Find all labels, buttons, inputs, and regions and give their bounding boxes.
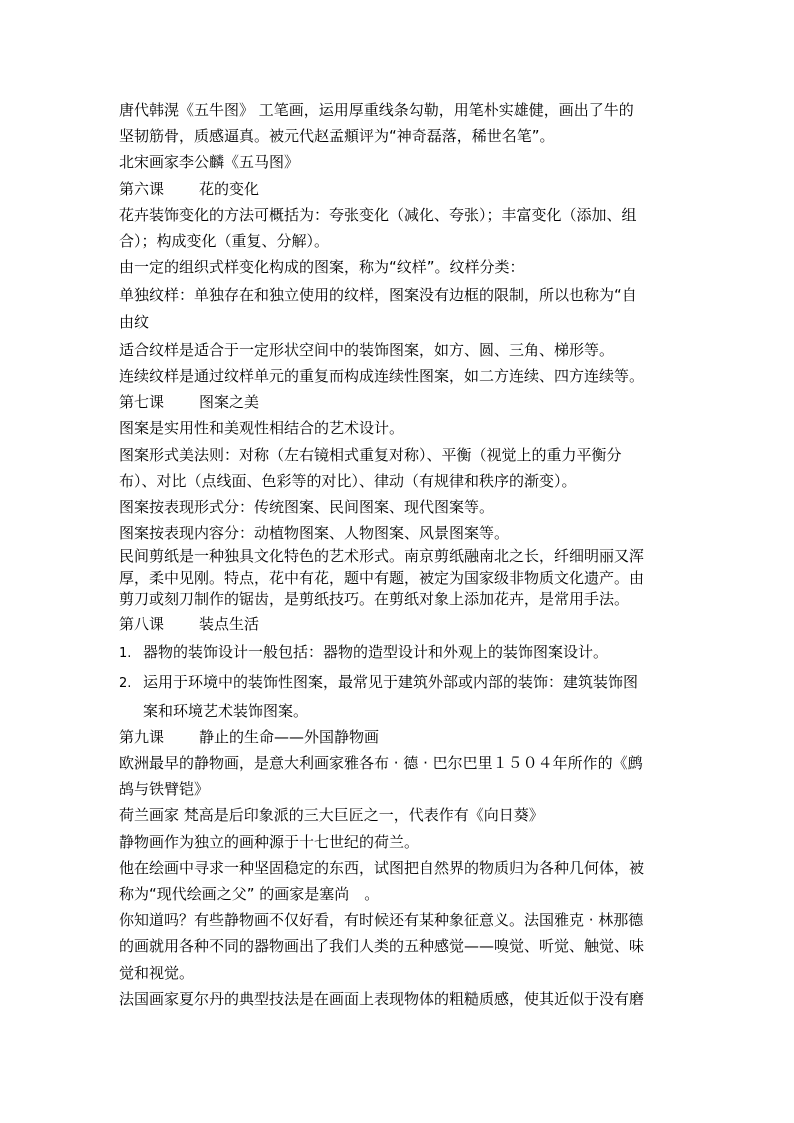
lesson-title: 图案之美 — [199, 393, 260, 412]
lesson-number: 第六课 — [119, 179, 165, 198]
list-item — [119, 639, 678, 667]
text-line: 单独纹样：单独存在和独立使用的纹样，图案没有边框的限制，所以也称为“自 — [119, 286, 637, 305]
text-line: 由一定的组织式样变化构成的图案，称为“纹样”。纹样分类： — [119, 258, 525, 277]
text-line: 北宋画家李公麟《五马图》 — [119, 153, 300, 172]
text-line: 连续纹样是通过纹样单元的重复而构成连续性图案，如二方连续、四方连续等。 — [119, 367, 645, 386]
text-line: 由纹 — [119, 312, 150, 331]
text-line: 的画就用各种不同的器物画出了我们人类的五种感觉——嗅觉、听觉、触觉、味 — [119, 937, 645, 956]
lesson-heading-eight — [119, 611, 678, 637]
text-line: 图案按表现形式分：传统图案、民间图案、现代图案等。 — [119, 498, 495, 517]
lesson-heading-seven — [119, 389, 678, 415]
text-line: 图案形式美法则：对称（左右镜相式重复对称）、平衡（视觉上的重力平衡分 — [119, 445, 622, 464]
text-line: 称为“现代绘画之父” 的画家是塞尚 。 — [119, 884, 380, 903]
text-line: 厚，柔中见刚。特点，花中有花，题中有题，被定为国家级非物质文化遗产。由 — [119, 568, 645, 587]
text-line: 你知道吗？有些静物画不仅好看，有时候还有某种象征意义。法国雅克 · 林那德 — [119, 911, 644, 930]
lesson-number: 第九课 — [119, 727, 165, 746]
list-item-continuation — [119, 698, 678, 724]
text-line: 花卉装饰变化的方法可概括为：夸张变化（减化、夸张）；丰富变化（添加、组 — [119, 205, 637, 224]
text-line: 欧洲最早的静物画，是意大利画家雅各布 · 德 · 巴尔巴里１５０４年所作的《鹧 — [119, 753, 643, 772]
lesson-title: 装点生活 — [199, 614, 260, 633]
text-line: 法国画家夏尔丹的典型技法是在画面上表现物体的粗糙质感，使其近似于没有磨 — [119, 989, 645, 1008]
lesson-heading-nine — [119, 724, 678, 750]
text-line: 荷兰画家 梵高是后印象派的三大巨匠之一，代表作有《向日葵》 — [119, 806, 544, 825]
text-line: 静物画作为独立的画种源于十七世纪的荷兰。 — [119, 832, 420, 851]
text-line: 觉和视觉。 — [119, 963, 195, 982]
list-marker: 1. — [119, 646, 132, 662]
list-text: 案和环境艺术装饰图案。 — [143, 701, 309, 720]
lesson-number: 第八课 — [119, 614, 165, 633]
list-marker: 2. — [119, 676, 132, 692]
text-line: 适合纹样是适合于一定形状空间中的装饰图案，如方、圆、三角、梯形等。 — [119, 340, 615, 359]
list-text: 器物的装饰设计一般包括：器物的造型设计和外观上的装饰图案设计。 — [143, 643, 609, 662]
lesson-title: 花的变化 — [199, 179, 260, 198]
list-item — [119, 669, 678, 697]
text-line: 唐代韩滉《五牛图》 工笔画，运用厚重线条勾勒，用笔朴实雄健，画出了牛的 — [119, 101, 634, 119]
list-text: 运用于环境中的装饰性图案，最常见于建筑外部或内部的装饰：建筑装饰图 — [143, 673, 639, 692]
lesson-title: 静止的生命——外国静物画 — [199, 727, 380, 746]
text-line: 布）、对比（点线面、色彩等的对比）、律动（有规律和秩序的渐变）。 — [119, 471, 577, 490]
text-line: 图案按表现内容分：动植物图案、人物图案、风景图案等。 — [119, 524, 510, 543]
text-line: 民间剪纸是一种独具文化特色的艺术形式。南京剪纸融南北之长，纤细明丽又浑 — [119, 547, 645, 566]
lesson-heading-six — [119, 176, 678, 202]
lesson-number: 第七课 — [119, 393, 165, 412]
text-line: 鸪与铁臂铠》 — [119, 780, 210, 799]
text-line: 合）；构成变化（重复、分解）。 — [119, 232, 330, 251]
text-line: 他在绘画中寻求一种坚固稳定的东西，试图把自然界的物质归为各种几何体，被 — [119, 858, 645, 877]
text-line: 坚韧筋骨，质感逼真。被元代赵孟頫评为“神奇磊落，稀世名笔”。 — [119, 127, 555, 146]
text-line: 剪刀或刻刀制作的锯齿，是剪纸技巧。在剪纸对象上添加花卉，是常用手法。 — [119, 590, 630, 609]
text-line: 图案是实用性和美观性相结合的艺术设计。 — [119, 419, 405, 438]
